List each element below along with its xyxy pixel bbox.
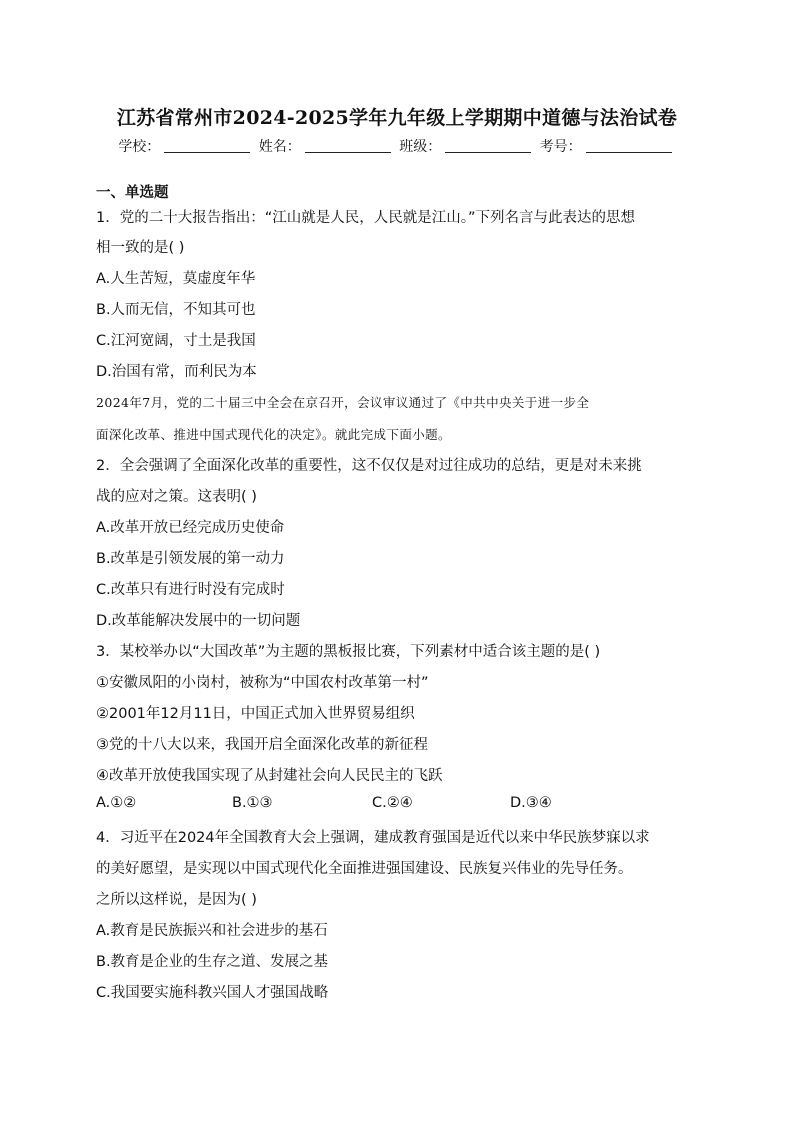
school-label: 学校： (118, 139, 161, 155)
q4-option-b[interactable]: B.教育是企业的生存之道、发展之基 (96, 954, 329, 970)
q2-option-c[interactable]: C.改革只有进行时没有完成时 (96, 582, 285, 598)
number-label: 考号： (539, 139, 582, 155)
q3-option-b[interactable]: B.①③ (232, 795, 273, 811)
q3-options (96, 795, 616, 815)
material-line2: 面深化改革、推进中国式现代化的决定》。就此完成下面小题。 (96, 427, 451, 442)
q4-stem-line3: 之所以这样说，是因为( ) (96, 892, 257, 908)
q4-stem-line2: 的美好愿望，是实现以中国式现代化全面推进强国建设、民族复兴伟业的先导任务。 (96, 861, 633, 877)
q3-option-c[interactable]: C.②④ (372, 795, 413, 811)
q3-statement-1: ①安徽凤阳的小岗村，被称为“中国农村改革第一村” (96, 675, 429, 691)
number-blank[interactable] (586, 138, 672, 153)
q1-stem-line2: 相一致的是( ) (96, 240, 185, 256)
q2-option-b[interactable]: B.改革是引领发展的第一动力 (96, 551, 285, 567)
q3-statement-3: ③党的十八大以来，我国开启全面深化改革的新征程 (96, 737, 428, 753)
q4-option-c[interactable]: C.我国要实施科教兴国人才强国战略 (96, 985, 329, 1001)
class-blank[interactable] (445, 138, 531, 153)
q4-option-a[interactable]: A.教育是民族振兴和社会进步的基石 (96, 923, 328, 939)
q3-statement-4: ④改革开放使我国实现了从封建社会向人民民主的飞跃 (96, 768, 443, 784)
q3-statement-2: ②2001年12月11日，中国正式加入世界贸易组织 (96, 706, 415, 722)
q3-option-d[interactable]: D.③④ (510, 795, 552, 811)
q2-option-d[interactable]: D.改革能解决发展中的一切问题 (96, 613, 301, 629)
student-info-row (0, 136, 794, 156)
q3-option-a[interactable]: A.①② (96, 795, 137, 811)
q1-option-c[interactable]: C.江河宽阔，寸土是我国 (96, 333, 256, 349)
q2-stem-line2: 战的应对之策。这表明( ) (96, 489, 257, 505)
q2-option-a[interactable]: A.改革开放已经完成历史使命 (96, 520, 285, 536)
q1-option-a[interactable]: A.人生苦短，莫虚度年华 (96, 271, 256, 287)
school-blank[interactable] (164, 138, 250, 153)
section-heading: 一、单选题 (96, 185, 169, 201)
q1-stem-line1: 1．党的二十大报告指出：“江山就是人民，人民就是江山。”下列名言与此表达的思想 (96, 210, 635, 226)
class-label: 班级： (399, 139, 442, 155)
name-blank[interactable] (305, 138, 391, 153)
q3-stem: 3．某校举办以“大国改革”为主题的黑板报比赛，下列素材中适合该主题的是( ) (96, 644, 601, 660)
q2-stem-line1: 2．全会强调了全面深化改革的重要性，这不仅仅是对过往成功的总结，更是对未来挑 (96, 458, 642, 474)
material-line1: 2024年7月，党的二十届三中全会在京召开，会议审议通过了《中共中央关于进一步全 (96, 395, 590, 410)
exam-title: 江苏省常州市2024-2025学年九年级上学期期中道德与法治试卷 (116, 107, 678, 129)
q1-option-d[interactable]: D.治国有常，而利民为本 (96, 364, 257, 380)
q1-option-b[interactable]: B.人而无信，不知其可也 (96, 302, 256, 318)
q4-stem-line1: 4．习近平在2024年全国教育大会上强调，建成教育强国是近代以来中华民族梦寐以求 (96, 830, 650, 846)
name-label: 姓名： (258, 139, 301, 155)
